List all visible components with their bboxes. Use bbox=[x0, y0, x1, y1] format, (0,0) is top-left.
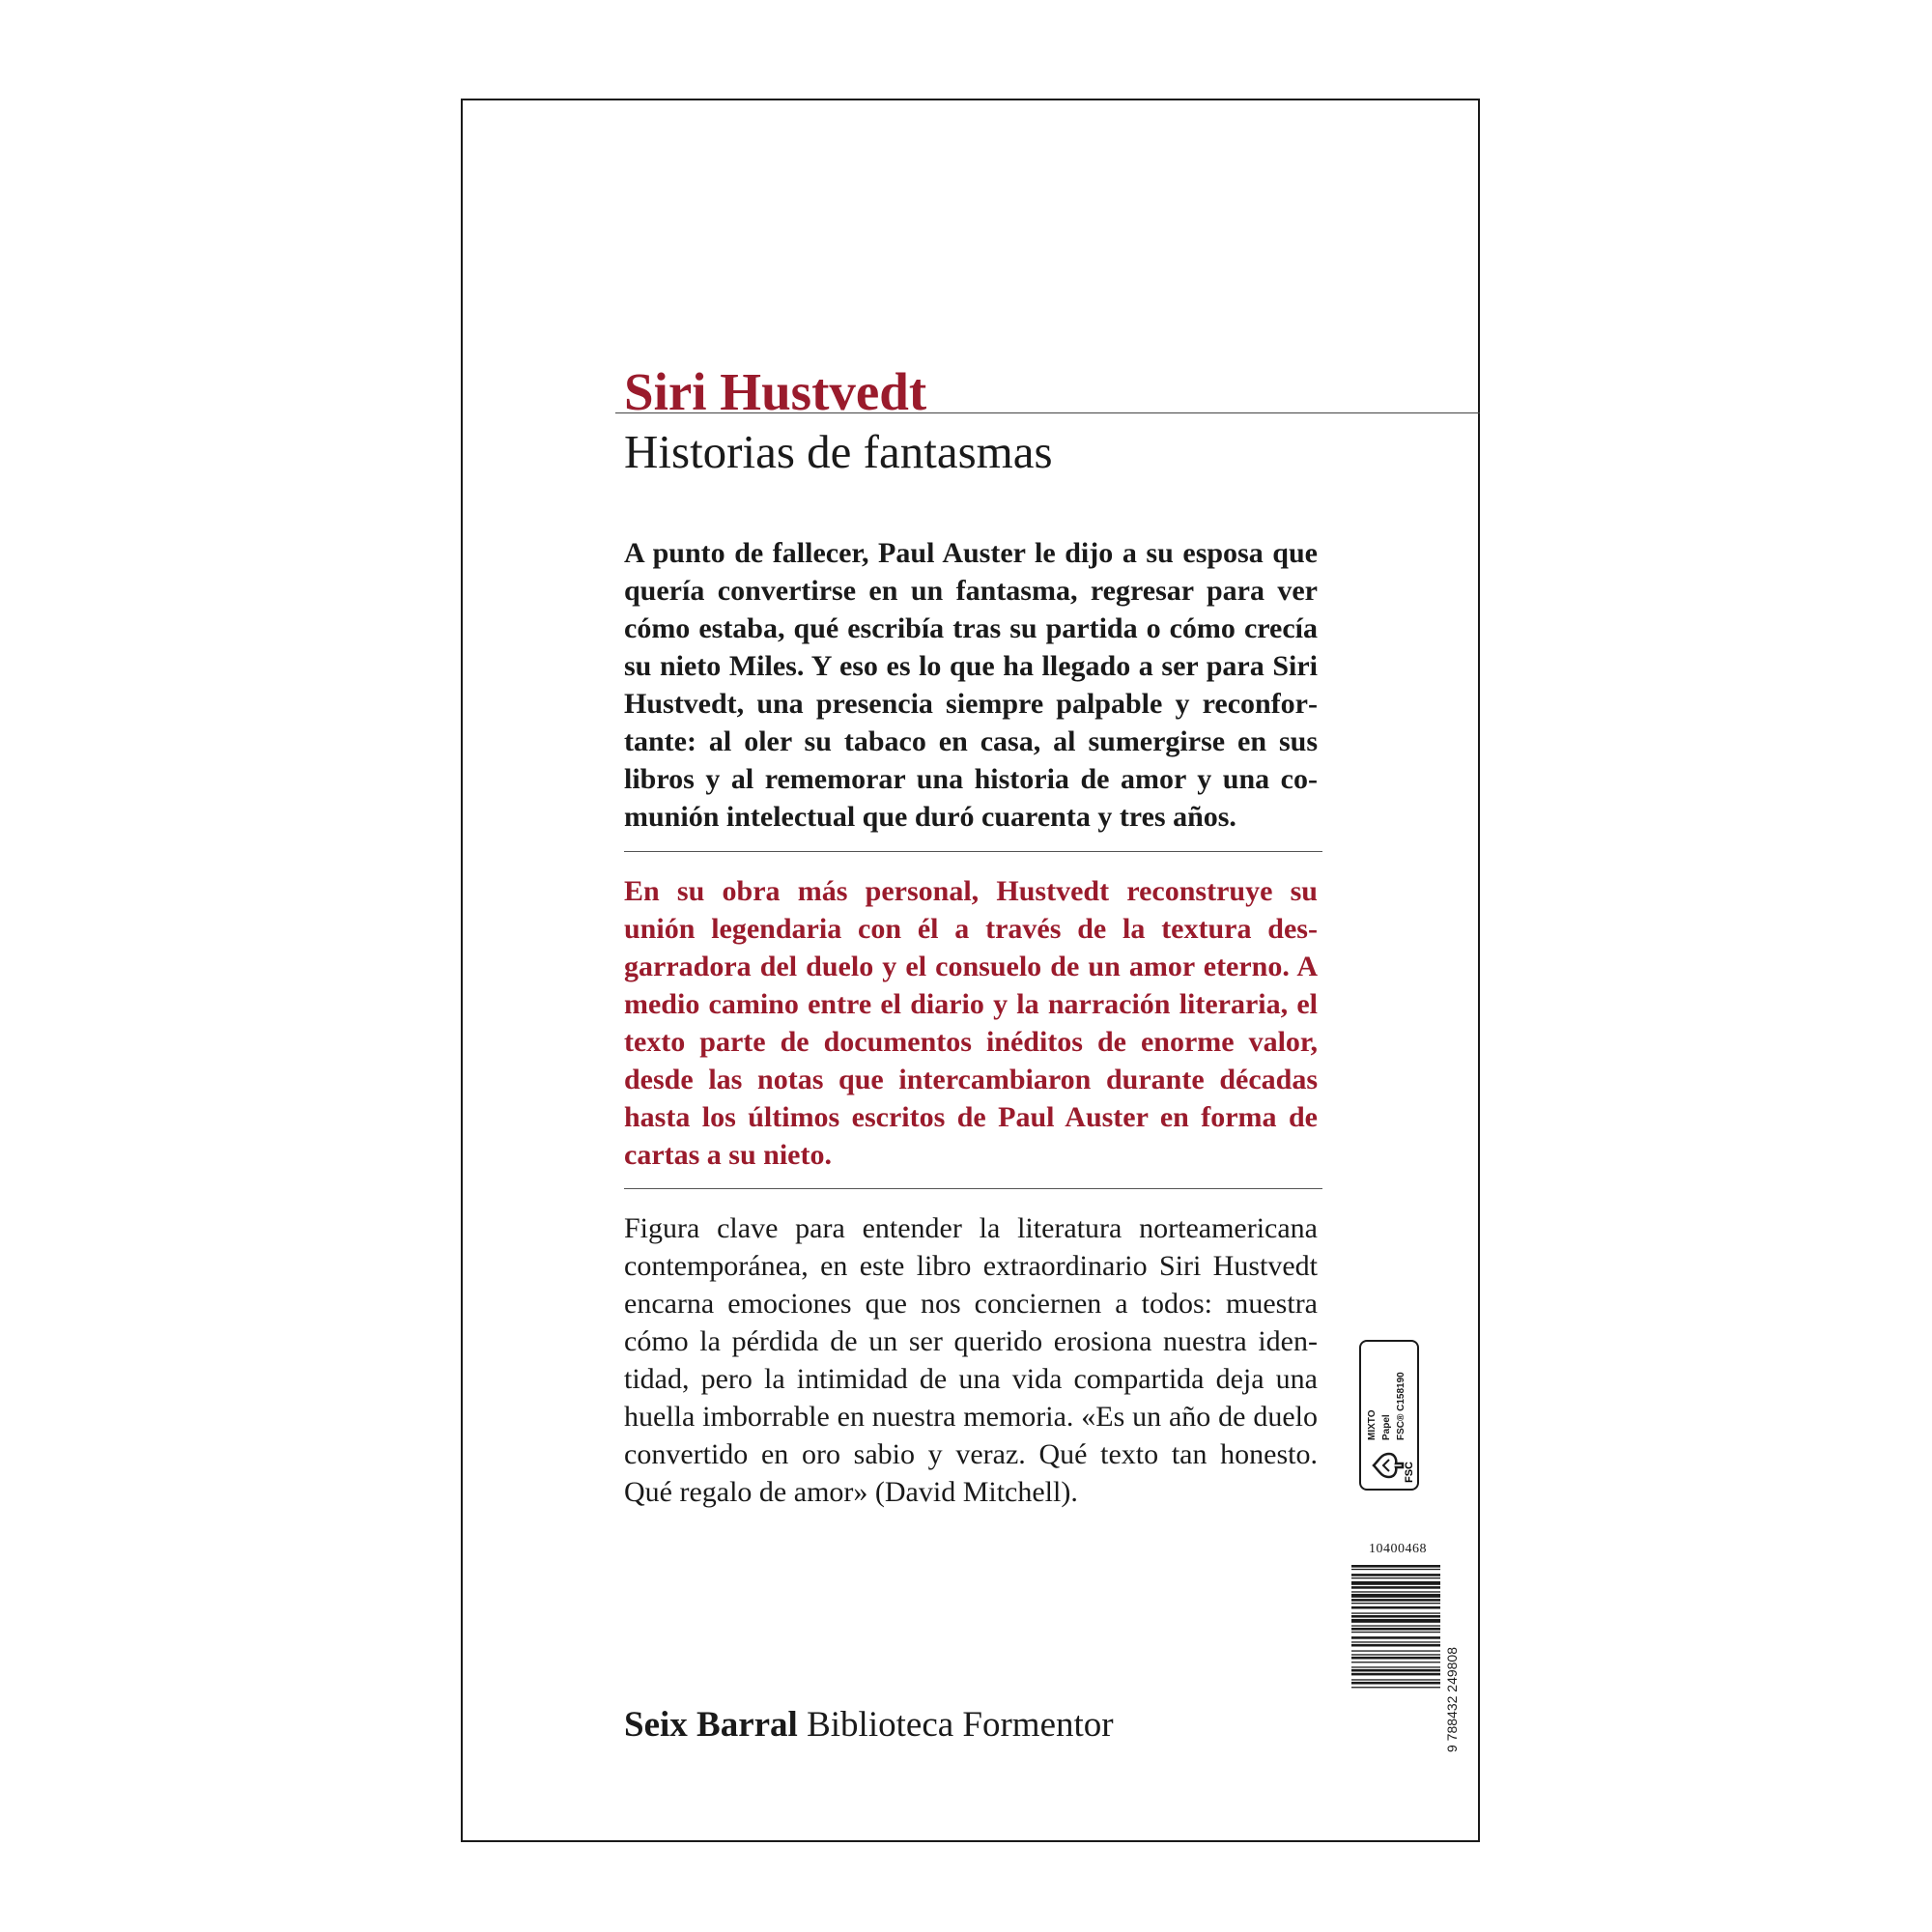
barcode-bar bbox=[1351, 1615, 1440, 1618]
header-divider bbox=[615, 412, 1480, 413]
barcode-bar bbox=[1351, 1569, 1440, 1570]
barcode-bar bbox=[1351, 1577, 1440, 1578]
publisher-imprint bbox=[624, 1704, 1114, 1746]
fsc-license-code: FSC® C158190 bbox=[1396, 1372, 1406, 1440]
barcode-bar bbox=[1351, 1679, 1440, 1680]
book-title: Historias de fantasmas bbox=[624, 425, 1053, 478]
synopsis-paragraph-1: A punto de fallecer, Paul Auster le dijo a su esposa que quería convertirse en un fantasma, regresar para ver cómo estaba, qué escribía tras su partida o cómo crecía su nieto Miles. Y eso es lo que ha llegado a ser para Siri Hustvedt, una presencia siempre palpable y reconfortante: al oler su tabaco en casa, al sumergirse en sus libros y al rememorar una historia de amor y una comunión intelectual que duró cuarenta y tres años. bbox=[624, 537, 1318, 833]
barcode-bar bbox=[1351, 1586, 1440, 1589]
barcode-bar bbox=[1351, 1619, 1440, 1623]
fsc-tree-icon bbox=[1370, 1446, 1408, 1485]
barcode-bar bbox=[1351, 1594, 1440, 1598]
barcode-bar bbox=[1351, 1650, 1440, 1651]
barcode-bar bbox=[1351, 1666, 1440, 1667]
barcode-bar bbox=[1351, 1632, 1440, 1633]
barcode-bar bbox=[1351, 1612, 1440, 1613]
barcode-bar bbox=[1351, 1565, 1440, 1568]
synopsis-paragraph-2: En su obra más personal, Hustvedt reconstruye su unión legendaria con él a través de la textura desgarradora del duelo y el consuelo de un amor eterno. A medio camino entre el diario y la narración literaria, el texto parte de documentos inéditos de enorme valor, desde las notas que intercambiaron durante décadas hasta los últimos escritos de Paul Auster en forma de cartas a su nieto. bbox=[624, 875, 1318, 1171]
barcode-bar bbox=[1351, 1636, 1440, 1639]
barcode-bar bbox=[1351, 1581, 1440, 1585]
barcode-bar bbox=[1351, 1682, 1440, 1685]
fsc-logo-word: FSC bbox=[1404, 1462, 1415, 1483]
product-code: 10400468 bbox=[1369, 1542, 1427, 1556]
section-divider-2 bbox=[624, 1188, 1322, 1189]
barcode-bar bbox=[1351, 1673, 1440, 1676]
fsc-mixto-label: MIXTO bbox=[1367, 1409, 1378, 1440]
fsc-papel-label: Papel bbox=[1381, 1414, 1392, 1440]
barcode-bar bbox=[1351, 1687, 1440, 1688]
synopsis-paragraph-3: Figura clave para entender la literatura norteamericana contemporánea, en este libro extraordinario Siri Hustvedt encarna emociones que nos conciernen a todos: muestra cómo la pérdida de un ser querido erosiona nuestra identidad, pero la intimidad de una vida compartida deja una huella imborrable en nuestra memoria. «Es un año de duelo convertido en oro sabio y veraz. Qué texto tan honesto. Qué regalo de amor» (David Mitchell). bbox=[624, 1212, 1318, 1508]
barcode-bar bbox=[1351, 1669, 1440, 1672]
barcode-bar bbox=[1351, 1574, 1440, 1577]
author-name: Siri Hustvedt bbox=[624, 362, 927, 421]
publisher-name: Seix Barral bbox=[624, 1705, 798, 1745]
barcode-bar bbox=[1351, 1599, 1440, 1602]
section-divider-1 bbox=[624, 851, 1322, 852]
isbn-barcode bbox=[1351, 1563, 1462, 1752]
barcode-bar bbox=[1351, 1644, 1440, 1647]
barcode-bar bbox=[1351, 1654, 1440, 1655]
barcode-bar bbox=[1351, 1606, 1440, 1609]
barcode-bar bbox=[1351, 1628, 1440, 1631]
collection-name: Biblioteca Formentor bbox=[807, 1705, 1114, 1745]
fsc-certification-badge bbox=[1359, 1340, 1419, 1491]
book-back-cover bbox=[461, 99, 1480, 1842]
barcode-bar bbox=[1351, 1625, 1440, 1626]
barcode-bar bbox=[1351, 1657, 1440, 1660]
barcode-bar bbox=[1351, 1603, 1440, 1604]
barcode-bar bbox=[1351, 1641, 1440, 1642]
barcode-bar bbox=[1351, 1591, 1440, 1592]
barcode-digits: 9 788432 249808 bbox=[1444, 1647, 1460, 1752]
